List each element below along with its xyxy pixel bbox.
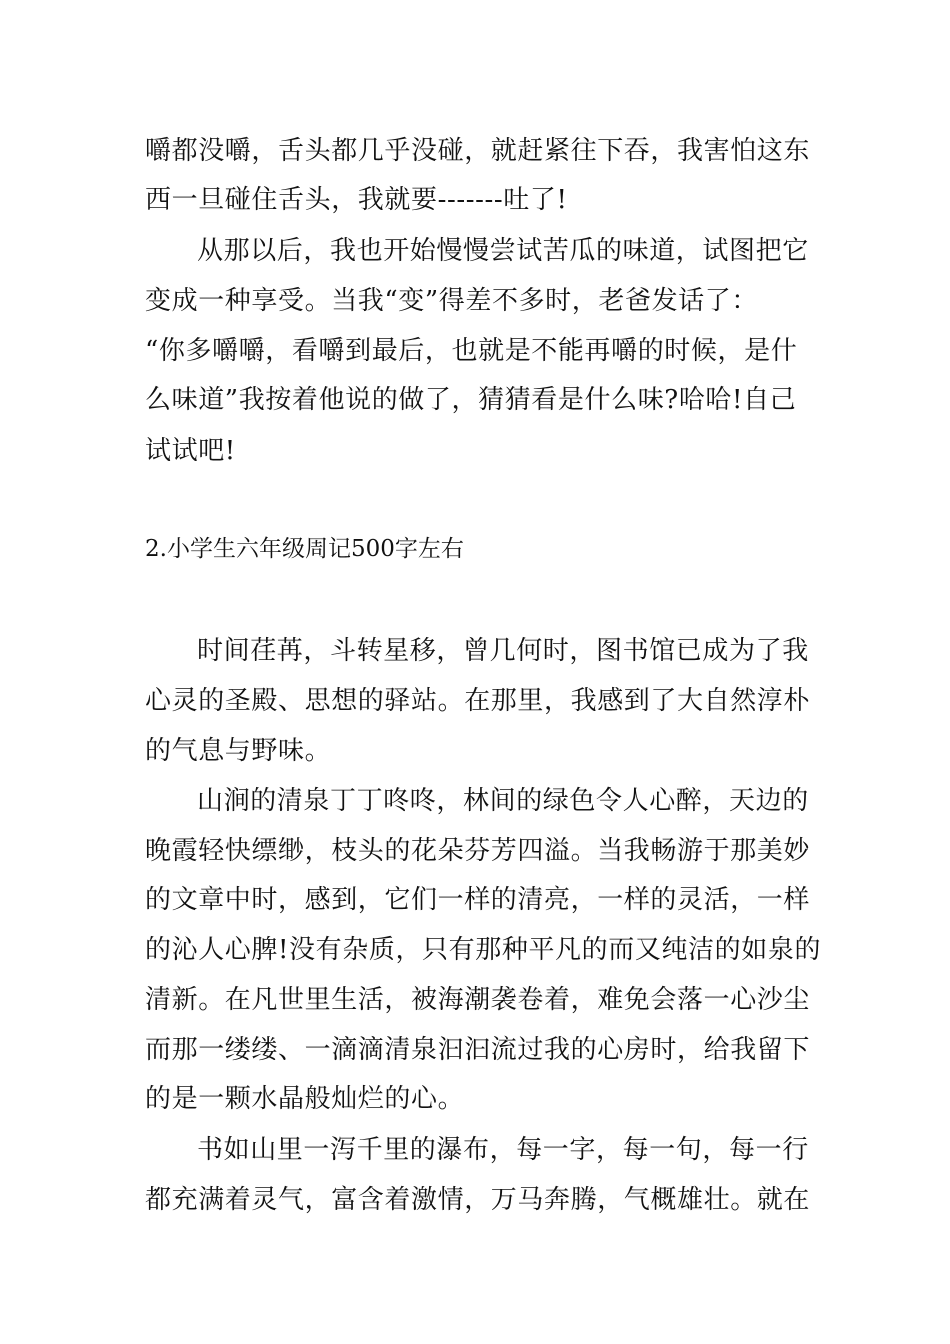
paragraph-4-line-1: 山涧的清泉丁丁咚咚，林间的绿色令人心醉，天边的	[197, 786, 809, 816]
paragraph-4-line-5: 清新。在凡世里生活，被海潮袭卷着，难免会落一心沙尘	[145, 985, 811, 1015]
paragraph-2-line-1: 从那以后，我也开始慢慢尝试苦瓜的味道，试图把它	[197, 236, 809, 266]
paragraph-1-line-2: 西一旦碰住舌头，我就要-------吐了!	[145, 185, 568, 215]
paragraph-5-line-1: 书如山里一泻千里的瀑布，每一字，每一句，每一行	[197, 1135, 809, 1165]
paragraph-2-line-2: 变成一种享受。当我“变”得差不多时，老爸发话了：	[145, 286, 758, 316]
paragraph-4-line-6: 而那一缕缕、一滴滴清泉汩汩流过我的心房时，给我留下	[145, 1035, 811, 1065]
paragraph-3-line-1: 时间荏苒，斗转星移，曾几何时，图书馆已成为了我	[197, 636, 809, 666]
paragraph-1-line-1: 嚼都没嚼，舌头都几乎没碰，就赶紧往下吞，我害怕这东	[145, 136, 811, 166]
paragraph-2-line-5: 试试吧!	[145, 436, 236, 466]
paragraph-5-line-2: 都充满着灵气，富含着激情，万马奔腾，气概雄壮。就在	[145, 1185, 811, 1215]
paragraph-4-line-3: 的文章中时，感到，它们一样的清亮，一样的灵活，一样	[145, 885, 811, 915]
paragraph-4-line-2: 晚霞轻快缥缈，枝头的花朵芬芳四溢。当我畅游于那美妙	[145, 836, 811, 866]
paragraph-3-line-3: 的气息与野味。	[145, 736, 332, 766]
paragraph-2-line-3: “你多嚼嚼，看嚼到最后，也就是不能再嚼的时候，是什	[145, 336, 798, 366]
section-heading: 2.小学生六年级周记500字左右	[145, 536, 464, 562]
paragraph-2-line-4: 么味道”我按着他说的做了，猜猜看是什么味?哈哈!自己	[145, 385, 797, 415]
paragraph-4-line-7: 的是一颗水晶般灿烂的心。	[145, 1084, 465, 1114]
paragraph-4-line-4: 的沁人心脾!没有杂质，只有那种平凡的而又纯洁的如泉的	[145, 935, 822, 965]
paragraph-3-line-2: 心灵的圣殿、思想的驿站。在那里，我感到了大自然淳朴	[145, 686, 811, 716]
